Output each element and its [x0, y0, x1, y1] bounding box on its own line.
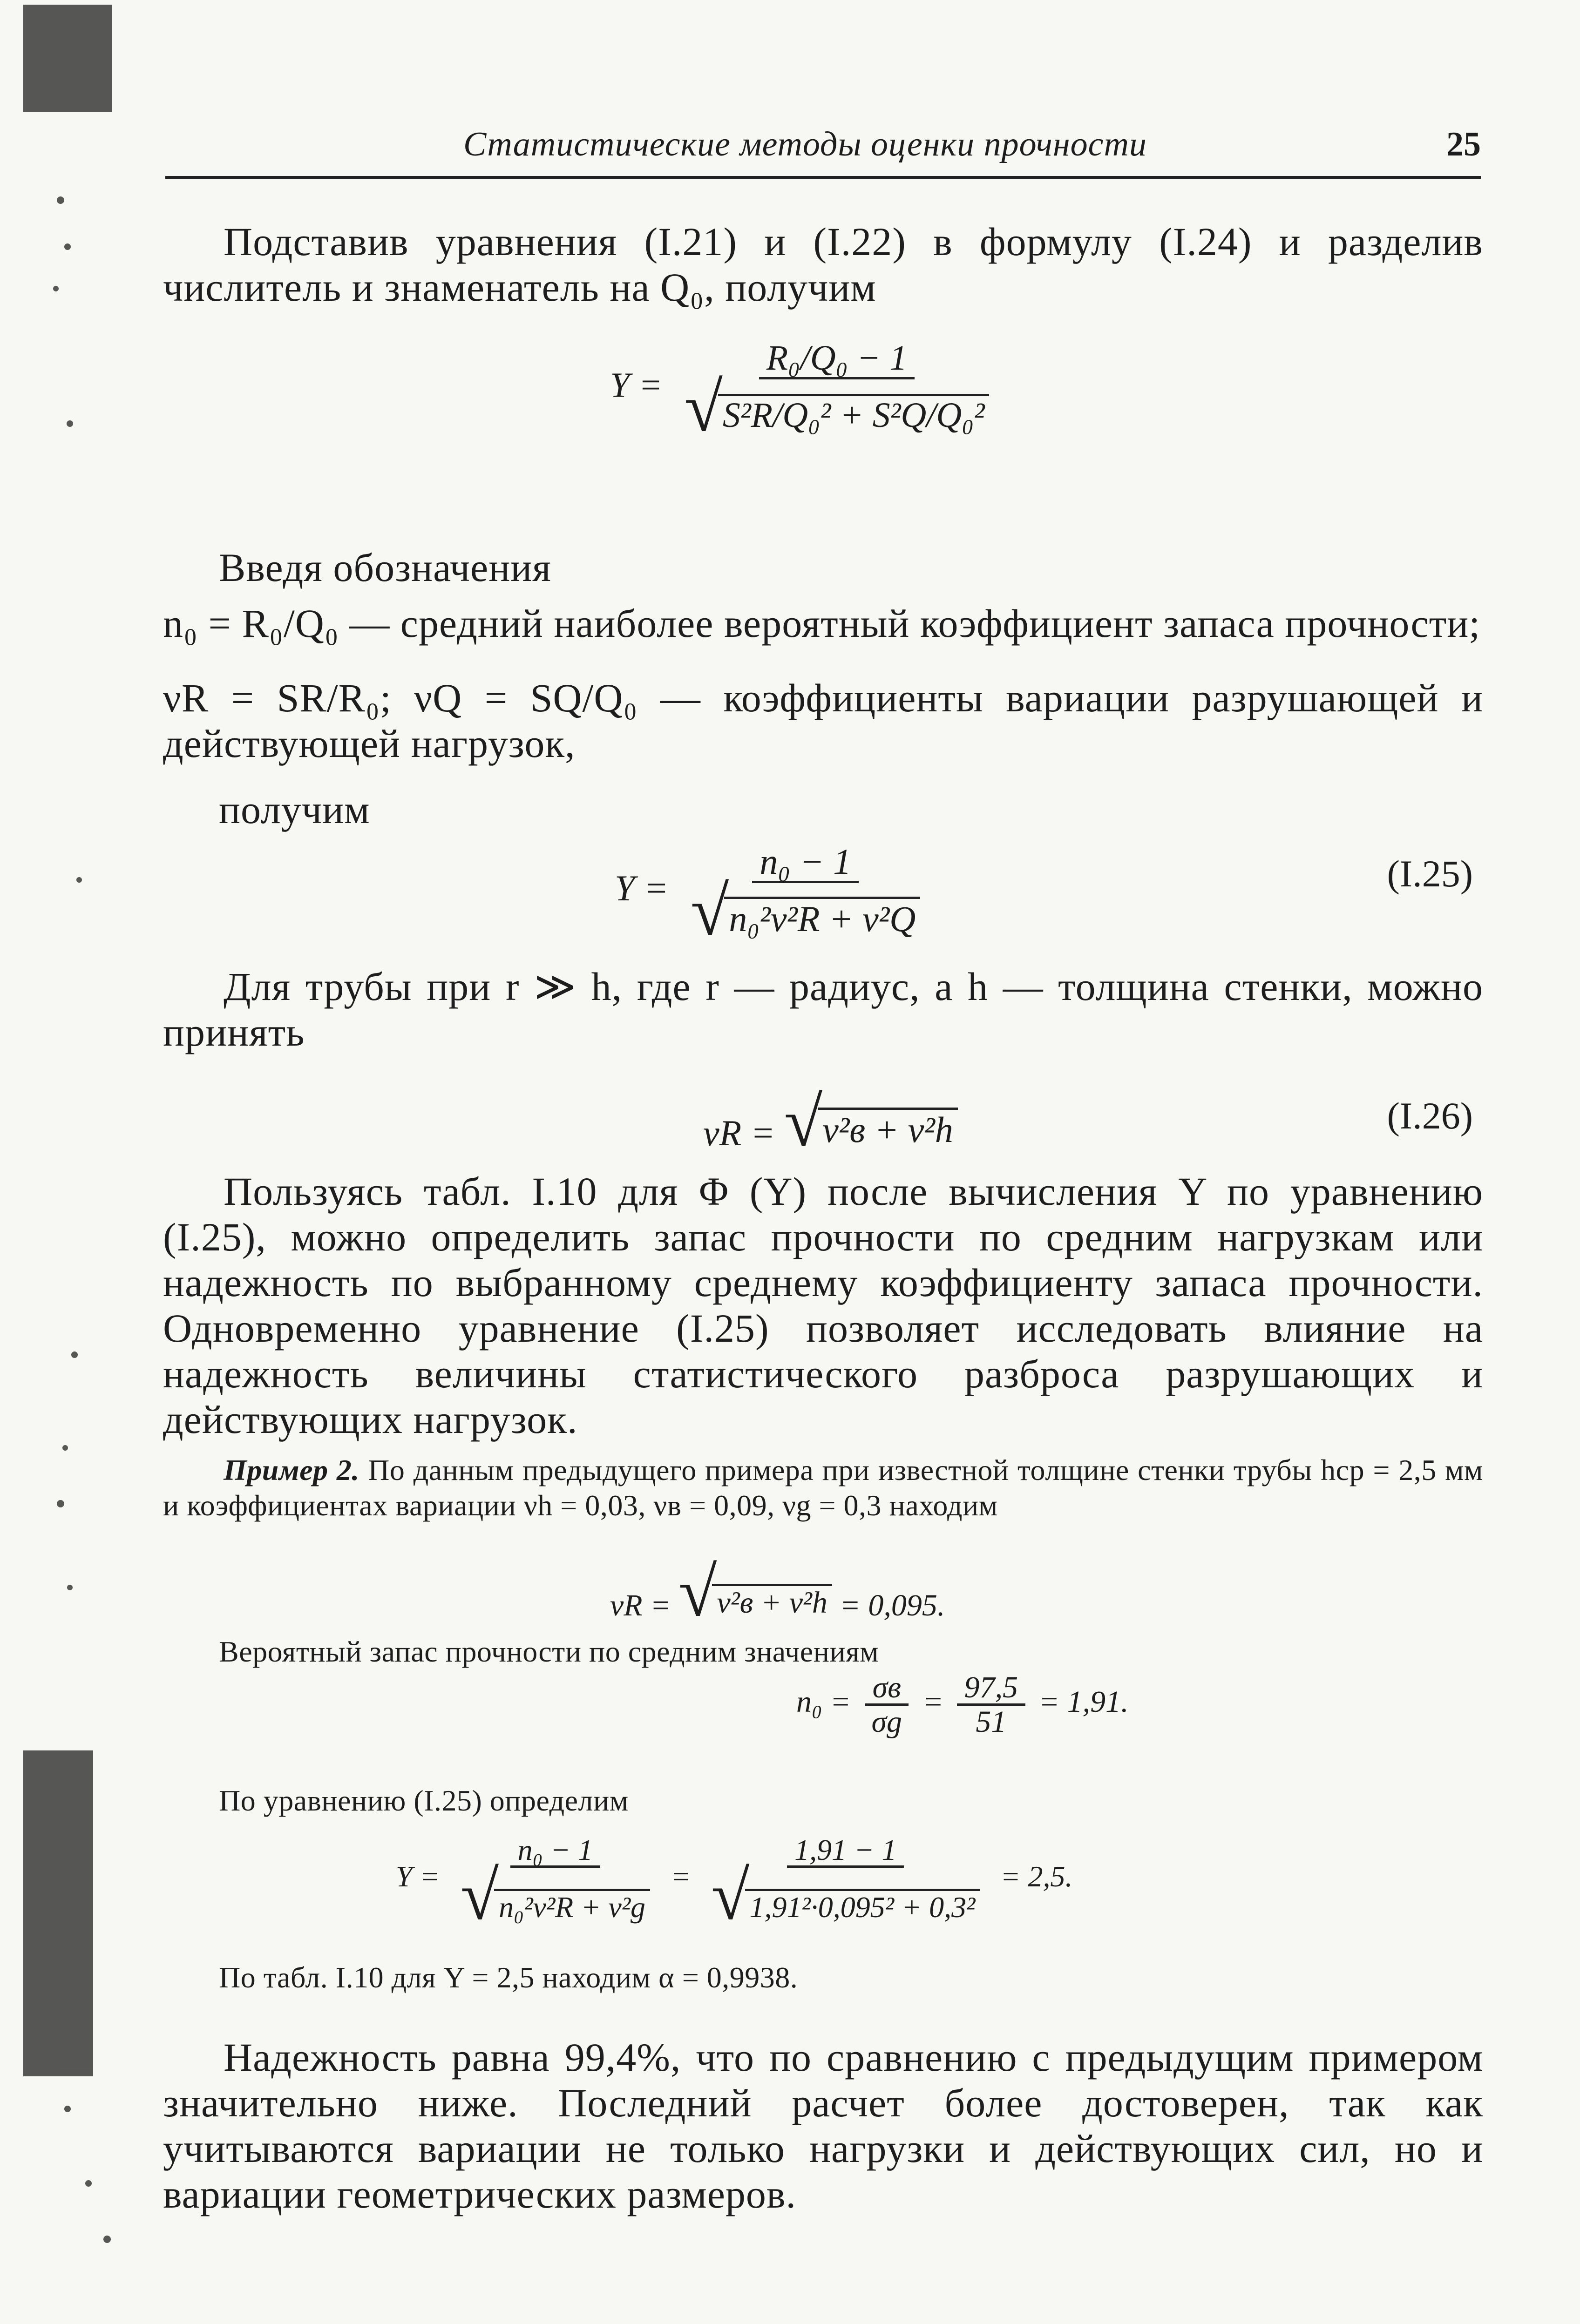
formula-eq-1-26: [703, 1083, 958, 1161]
formula-eq-1-25: [615, 841, 933, 950]
example-text: По данным предыдущего примера при известной толщине стенки трубы hcp = 2,5 мм и коэффициентах вариации νh = 0,03, νв = 0,09, νg = 0,3 находим: [163, 1453, 1483, 1522]
formula-example-nu-lhs: νR =: [610, 1588, 671, 1622]
equation-label-1-26: (I.26): [1387, 1094, 1473, 1137]
paragraph-intro: Подставив уравнения (I.21) и (I.22) в формулу (I.24) и разделив числитель и знаменатель на Q₀, получим: [163, 219, 1483, 310]
page-header: [165, 125, 1481, 179]
formula-y-example-fraction-1: n₀ − 1 √ n₀²ν²R + ν²g: [453, 1834, 658, 1925]
formula-eq-1-25-numerator: n₀ − 1: [752, 843, 859, 883]
running-title: Статистические методы оценки прочности: [463, 125, 1147, 163]
paragraph-probable: Вероятный запас прочности по средним значениям: [219, 1635, 879, 1668]
equals-icon: =: [922, 1684, 944, 1719]
formula-eq-1-25-denominator: [683, 872, 928, 950]
paragraph-notation-1: n₀ = R₀/Q₀ — средний наиболее вероятный коэффициент запаса прочности;: [163, 601, 1481, 646]
square-root-icon: √ n₀²ν²R + ν²Q: [691, 883, 920, 939]
paragraph-notation-intro: Введя обозначения: [219, 545, 551, 590]
formula-y-general-fraction: [677, 338, 997, 446]
square-root-icon: √ 1,91²·0,095² + 0,3²: [711, 1868, 980, 1924]
scan-noise-left-edge: [23, 5, 121, 2263]
formula-y-example-fraction-2: 1,91 − 1 √ 1,91²·0,095² + 0,3²: [704, 1834, 987, 1925]
formula-y-example-value: = 2,5.: [1000, 1859, 1073, 1893]
formula-eq-1-26-lhs: νR =: [703, 1113, 775, 1153]
formula-y-general-lhs: Y =: [610, 365, 663, 405]
paragraph-example: [163, 1452, 1483, 1523]
formula-y-example-lhs: Y =: [396, 1859, 440, 1893]
square-root-icon: √ ν²в + ν²h: [678, 1564, 832, 1620]
formula-example-nu-value: = 0,095.: [840, 1588, 945, 1622]
square-root-icon: √ n₀²ν²R + ν²g: [461, 1868, 650, 1924]
paragraph-by-equation: По уравнению (I.25) определим: [219, 1784, 629, 1817]
paragraph-using: Пользуясь табл. I.10 для Φ (Y) после вычисления Y по уравнению (I.25), можно определить запас прочности по средним нагрузкам или надежность по выбранному среднему коэффициенту запаса прочности. Одновременно уравнение (I.25) позволяет исследовать влияние на надежность величины статистического разброса разрушающих и действующих нагрузок.: [163, 1169, 1483, 1442]
paragraph-pipe: Для трубы при r ≫ h, где r — радиус, а h — толщина стенки, можно принять: [163, 964, 1483, 1054]
square-root-icon: √ ν²в + ν²h: [784, 1094, 958, 1150]
formula-n0: [796, 1671, 1129, 1738]
formula-y-general-numerator: R₀/Q₀ − 1: [759, 340, 915, 379]
formula-eq-1-25-lhs: Y =: [615, 867, 669, 908]
formula-n0-value: = 1,91.: [1038, 1684, 1129, 1719]
paragraph-conclusion: Надежность равна 99,4%, что по сравнению с предыдущим примером значительно ниже. Последний расчет более достоверен, так как учитываются вариации не только нагрузки и действующих сил, но и вариации геометрических размеров.: [163, 2035, 1483, 2216]
formula-y-general-denominator: [677, 368, 997, 446]
formula-n0-lhs: n₀ =: [796, 1684, 851, 1719]
equals-icon: =: [671, 1859, 691, 1893]
paragraph-obtain: получим: [219, 787, 370, 832]
formula-eq-1-25-fraction: [683, 841, 928, 950]
formula-y-general: [610, 338, 1002, 446]
formula-n0-fraction-1: $\frac{\sigma в}{\sigma g}$: [864, 1671, 909, 1738]
square-root-icon: √ S²R/Q₀² + S²Q/Q₀²: [685, 379, 990, 435]
page-number: 25: [1446, 125, 1481, 163]
paragraph-notation-2: νR = SR/R₀; νQ = SQ/Q₀ — коэффициенты вариации разрушающей и действующей нагрузок,: [163, 676, 1483, 766]
paragraph-table-result: По табл. I.10 для Y = 2,5 находим α = 0,9938.: [219, 1961, 798, 1994]
formula-n0-fraction-2: $\frac{97,5}{51}$: [957, 1671, 1026, 1738]
example-label: Пример 2.: [224, 1453, 359, 1486]
formula-example-nu: [610, 1554, 945, 1631]
equation-label-1-25: (I.25): [1387, 852, 1473, 895]
formula-y-example: [396, 1833, 1073, 1935]
